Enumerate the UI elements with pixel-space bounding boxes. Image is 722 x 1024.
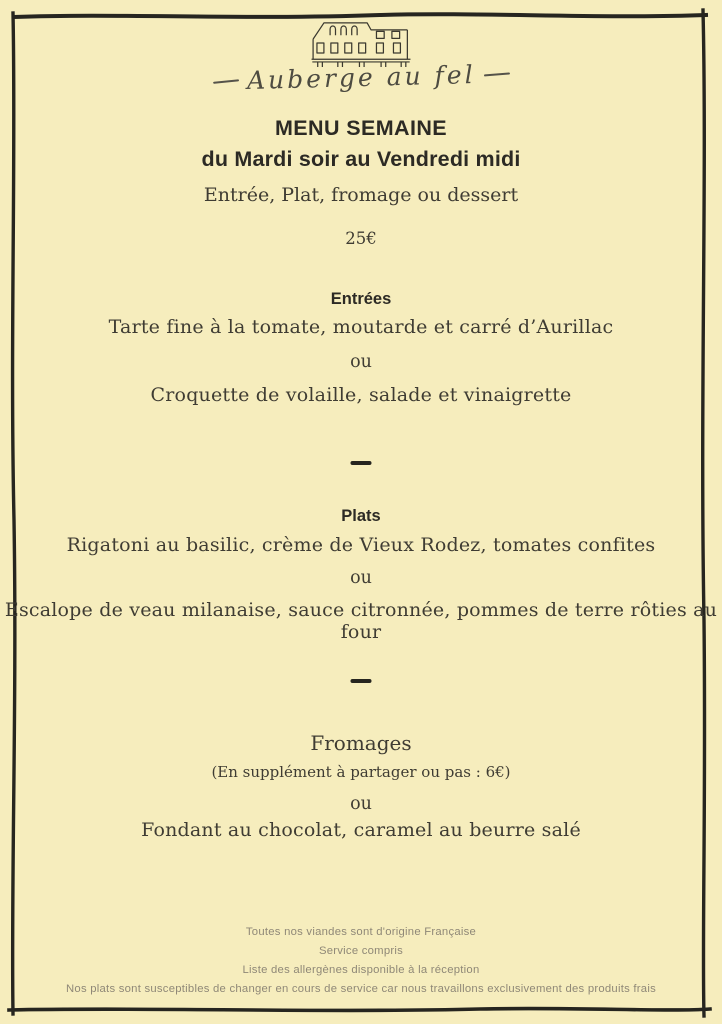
- dish-item: Rigatoni au basilic, crème de Vieux Rodez, tomates confites: [66, 534, 656, 556]
- menu-title: MENU SEMAINE: [274, 116, 448, 140]
- footer-note: Toutes nos viandes sont d'origine Française: [245, 926, 477, 938]
- dish-item: Croquette de volaille, salade et vinaigrette: [150, 384, 572, 406]
- section-divider: [351, 461, 372, 465]
- section-divider: [351, 679, 372, 683]
- footer: [0, 923, 722, 999]
- or-separator: ou: [350, 794, 372, 814]
- footer-note: Nos plats sont susceptibles de changer en cours de service car nous travaillons exclusivement des produits frais: [66, 983, 656, 995]
- dish-item: Fondant au chocolat, caramel au beurre salé: [141, 819, 581, 841]
- menu-formula: Entrée, Plat, fromage ou dessert: [203, 184, 519, 206]
- inn-building-icon: [310, 19, 412, 67]
- restaurant-name: [0, 60, 722, 95]
- footer-note: Service compris: [318, 945, 404, 957]
- section-heading-plats: Plats: [341, 507, 381, 525]
- or-separator: ou: [350, 352, 372, 372]
- menu-subtitle: du Mardi soir au Vendredi midi: [201, 147, 521, 171]
- cheese-supplement-note: (En supplément à partager ou pas : 6€): [211, 763, 511, 781]
- menu-price: 25€: [345, 229, 377, 248]
- dish-item: Escalope de veau milanaise, sauce citronnée, pommes de terre rôties au four: [4, 599, 718, 643]
- footer-note: Liste des allergènes disponible à la réception: [242, 964, 480, 976]
- or-separator: ou: [350, 568, 372, 588]
- section-heading-fromages: Fromages: [310, 731, 412, 755]
- section-heading-entrees: Entrées: [330, 290, 392, 308]
- restaurant-name-text: Auberge au fel: [212, 59, 509, 96]
- dish-item: Tarte fine à la tomate, moutarde et carré d’Aurillac: [108, 316, 614, 338]
